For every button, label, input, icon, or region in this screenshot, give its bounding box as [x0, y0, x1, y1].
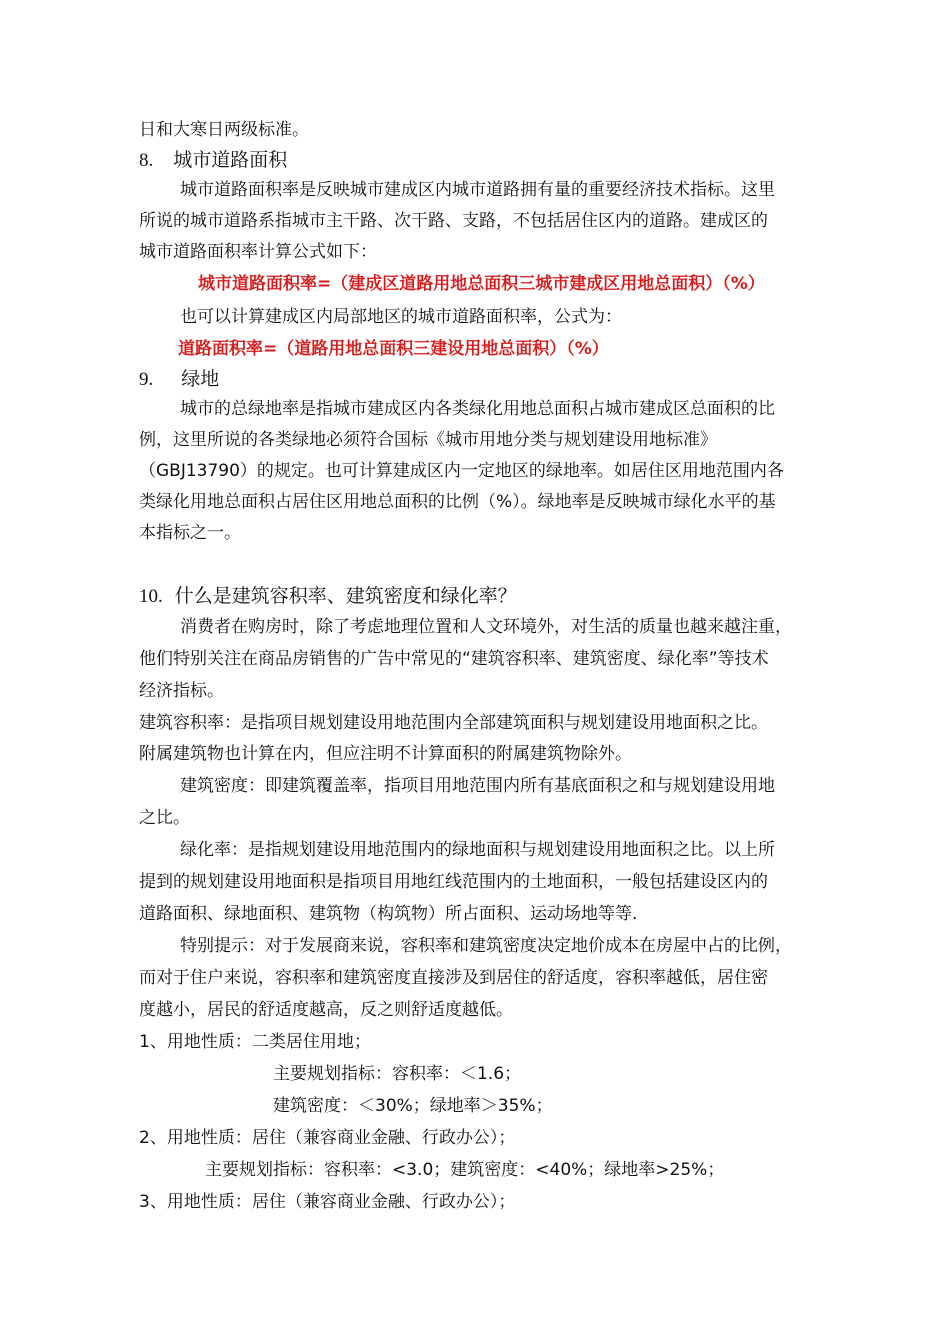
paragraph-line: 建筑容积率：是指项目规划建设用地范围内全部建筑面积与规划建设用地面积之比。: [139, 713, 768, 733]
section-title: 什么是建筑容积率、建筑密度和绿化率？: [174, 585, 517, 607]
paragraph-line: 类绿化用地总面积占居住区用地总面积的比例（%）。绿地率是反映城市绿化水平的基: [139, 492, 776, 512]
paragraph-line: 建筑密度：即建筑覆盖率，指项目用地范围内所有基底面积之和与规划建设用地: [180, 776, 775, 796]
planning-indicator-line: 主要规划指标：容积率：<3.0；建筑密度：<40%；绿地率>25%；: [205, 1160, 725, 1180]
paragraph-line: 例，这里所说的各类绿地必须符合国标《城市用地分类与规划建设用地标准》: [139, 430, 717, 450]
paragraph-line: 城市道路面积率计算公式如下：: [139, 242, 377, 262]
section-number: 10.: [139, 586, 163, 607]
section-heading-9: [139, 366, 219, 393]
paragraph-line: 特别提示：对于发展商来说，容积率和建筑密度决定地价成本在房屋中占的比例，: [180, 936, 792, 956]
section-number: 9.: [139, 369, 154, 390]
land-use-item-3: 3、用地性质：居住（兼容商业金融、行政办公）；: [139, 1192, 516, 1212]
section-title: 绿地: [181, 368, 220, 390]
paragraph-line: 附属建筑物也计算在内，但应注明不计算面积的附属建筑物除外。: [139, 744, 632, 764]
paragraph-line: 道路面积、绿地面积、建筑物（构筑物）所占面积、运动场地等等.: [139, 904, 638, 924]
paragraph-line: 所说的城市道路系指城市主干路、次干路、支路，不包括居住区内的道路。建成区的: [139, 211, 768, 231]
paragraph-line: 本指标之一。: [139, 523, 241, 543]
paragraph-line: 城市道路面积率是反映城市建成区内城市道路拥有量的重要经济技术指标。这里: [180, 180, 775, 200]
paragraph-line: （GBJ13790）的规定。也可计算建成区内一定地区的绿地率。如居住区用地范围内各: [139, 461, 784, 481]
paragraph-line: 之比。: [139, 808, 190, 828]
section-title: 城市道路面积: [173, 149, 288, 171]
land-use-item-1: 1、用地性质：二类居住用地；: [139, 1032, 371, 1052]
paragraph-line: 经济指标。: [139, 681, 224, 701]
formula-road-area-ratio: 城市道路面积率=（建成区道路用地总面积三城市建成区用地总面积）（%）: [198, 274, 765, 294]
paragraph-line: 城市的总绿地率是指城市建成区内各类绿化用地总面积占城市建成区总面积的比: [180, 399, 775, 419]
paragraph-line: 也可以计算建成区内局部地区的城市道路面积率，公式为：: [180, 307, 622, 327]
paragraph-line: 绿化率：是指规划建设用地范围内的绿地面积与规划建设用地面积之比。以上所: [180, 840, 775, 860]
planning-indicator-line: 建筑密度：＜30%；绿地率＞35%；: [273, 1096, 553, 1116]
section-heading-8: [139, 147, 287, 174]
paragraph-line: 提到的规划建设用地面积是指项目用地红线范围内的土地面积，一般包括建设区内的: [139, 872, 768, 892]
section-number: 8.: [139, 150, 154, 171]
paragraph-line: 日和大寒日两级标准。: [139, 120, 309, 140]
formula-local-road-area-ratio: 道路面积率=（道路用地总面积三建设用地总面积）（%）: [178, 339, 609, 359]
paragraph-line: 而对于住户来说，容积率和建筑密度直接涉及到居住的舒适度，容积率越低，居住密: [139, 968, 768, 988]
land-use-item-2: 2、用地性质：居住（兼容商业金融、行政办公）；: [139, 1128, 516, 1148]
paragraph-line: 度越小，居民的舒适度越高，反之则舒适度越低。: [139, 1000, 513, 1020]
section-heading-10: [139, 583, 517, 610]
paragraph-line: 消费者在购房时，除了考虑地理位置和人文环境外，对生活的质量也越来越注重，: [180, 617, 792, 637]
planning-indicator-line: 主要规划指标：容积率：＜1.6；: [273, 1064, 522, 1084]
paragraph-line: 他们特别关注在商品房销售的广告中常见的“建筑容积率、建筑密度、绿化率”等技术: [139, 649, 769, 669]
